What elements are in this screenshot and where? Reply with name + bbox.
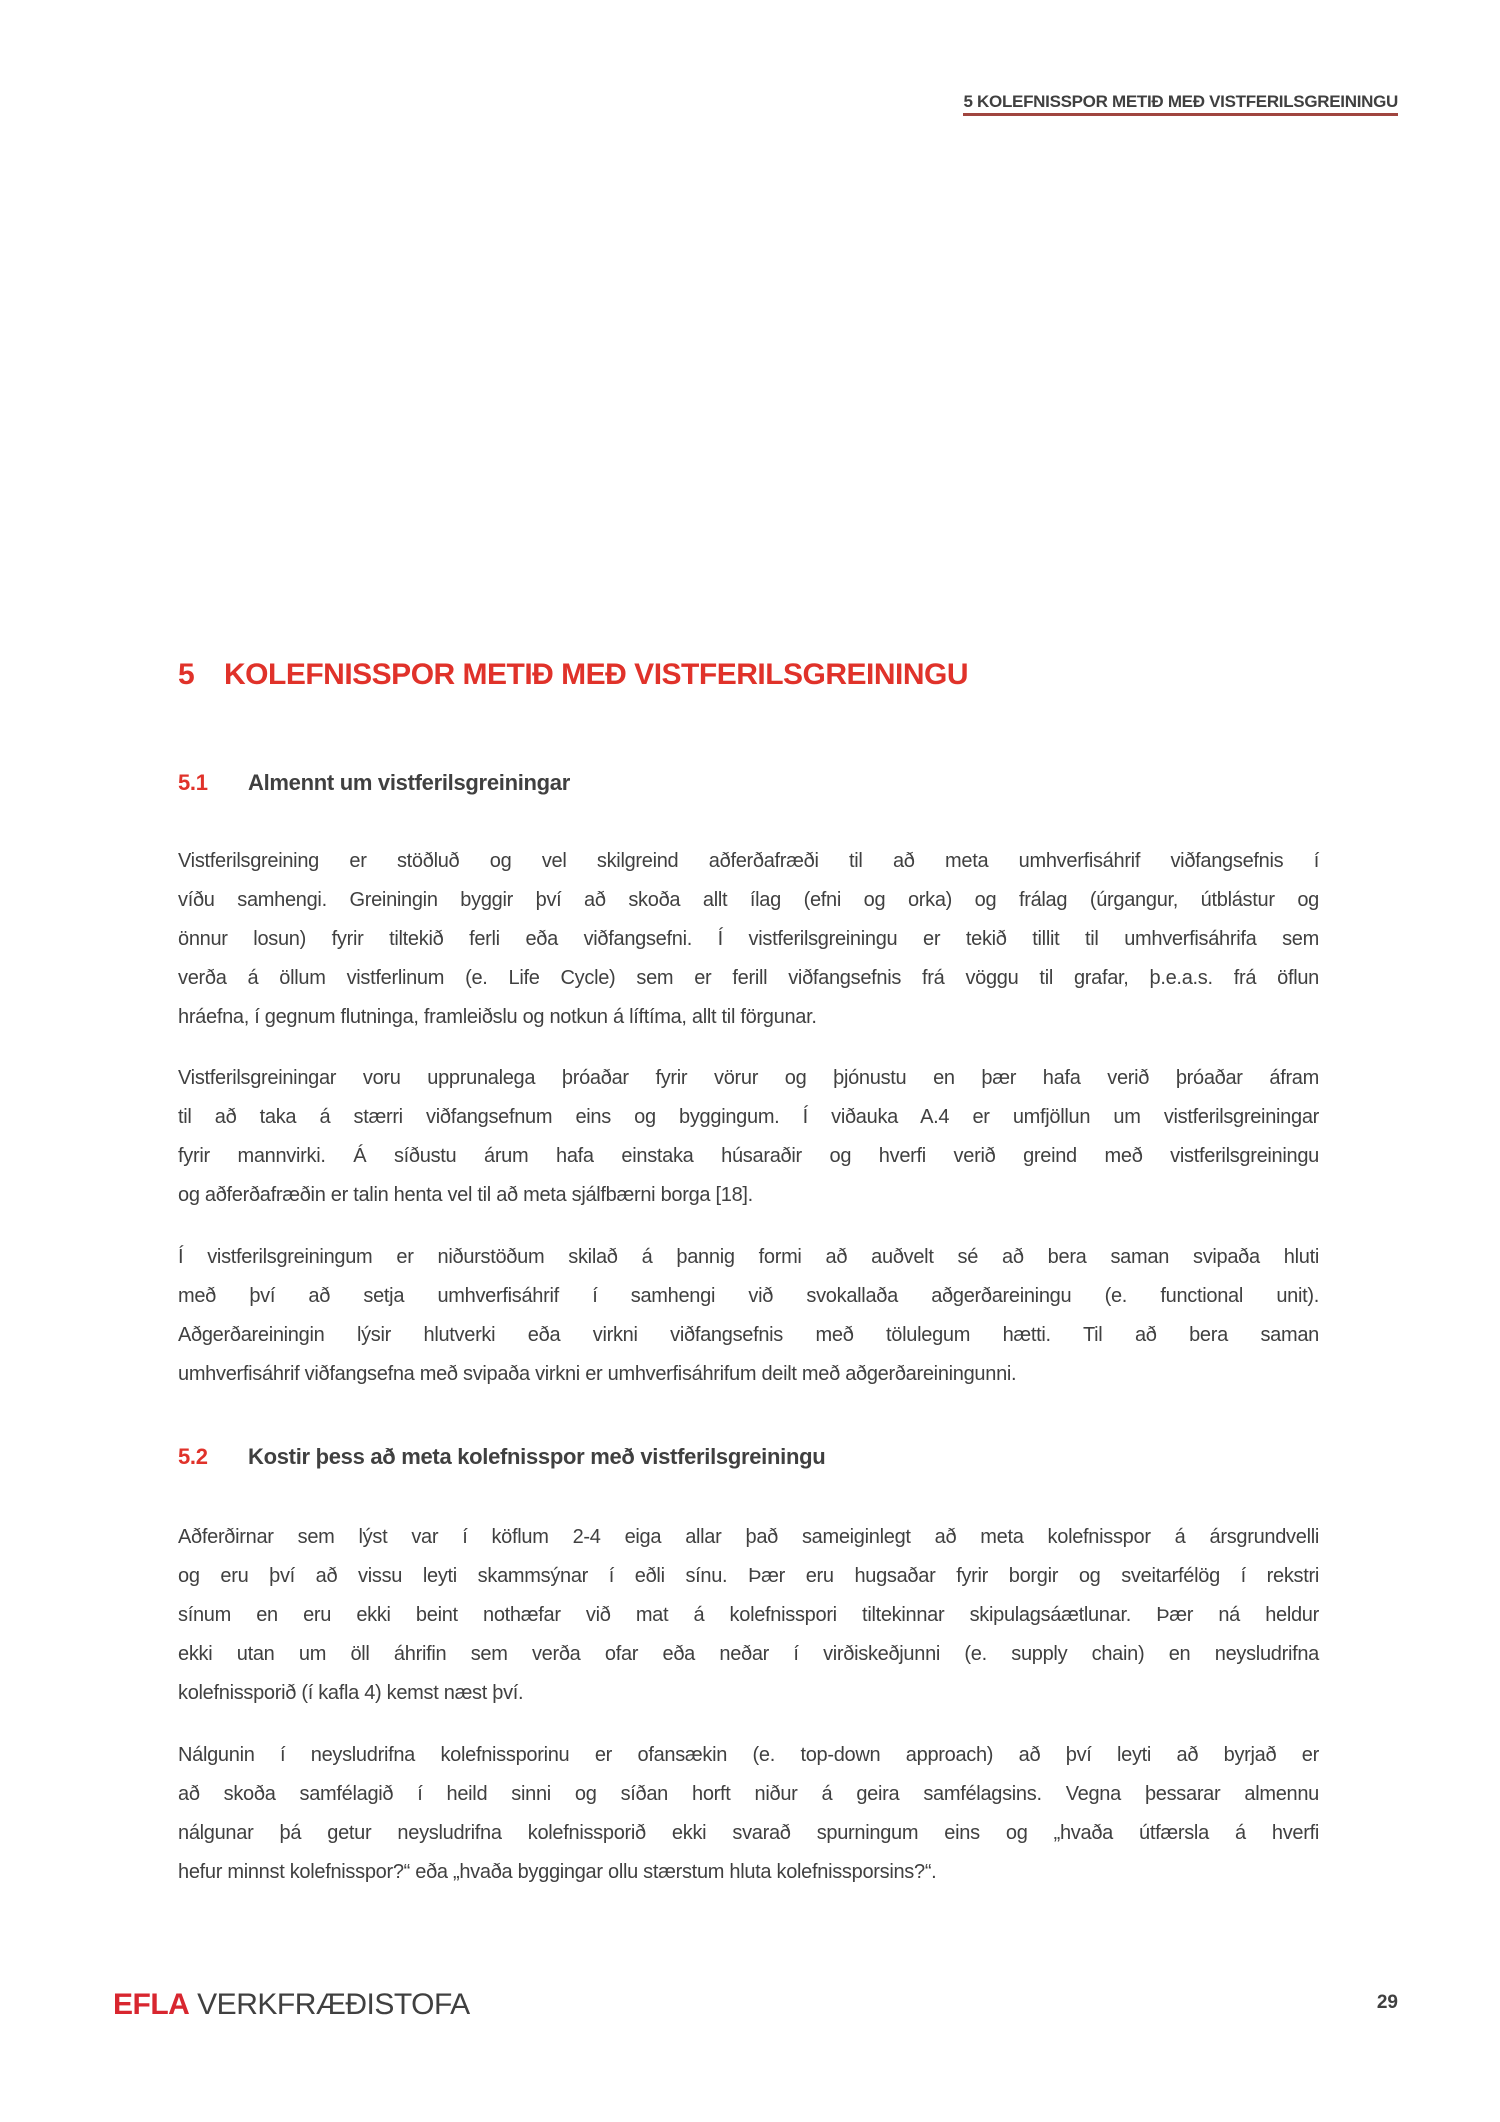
paragraph-line: sínum en eru ekki beint nothæfar við mat á kolefnisspori tiltekinnar skipulagsáætlunar. Þær ná heldur — [178, 1604, 1319, 1626]
paragraph — [178, 1059, 1319, 1215]
paragraph-line: og eru því að vissu leyti skammsýnar í eðli sínu. Þær eru hugsaðar fyrir borgir og sveitarfélög í rekstri — [178, 1565, 1319, 1587]
paragraph-line: að skoða samfélagið í heild sinni og síðan horft niður á geira samfélagsins. Vegna þessarar almennu — [178, 1783, 1319, 1805]
paragraph-line: fyrir mannvirki. Á síðustu árum hafa einstaka húsaraðir og hverfi verið greind með vistferilsgreiningu — [178, 1145, 1319, 1167]
paragraph-line: Aðgerðareiningin lýsir hlutverki eða virkni viðfangsefnis með tölulegum hætti. Til að bera saman — [178, 1324, 1319, 1346]
paragraph-line: önnur losun) fyrir tiltekið ferli eða viðfangsefni. Í vistferilsgreiningu er tekið tillit til umhverfisáhrifa sem — [178, 928, 1319, 950]
chapter-heading — [178, 658, 968, 692]
section-number: 5.1 — [178, 770, 208, 795]
paragraph-line: Aðferðirnar sem lýst var í köflum 2-4 eiga allar það sameiginlegt að meta kolefnisspor á ársgrundvelli — [178, 1526, 1319, 1548]
paragraph-line: Nálgunin í neysludrifna kolefnissporinu er ofansækin (e. top-down approach) að því leyti að byrjað er — [178, 1744, 1319, 1766]
paragraph-line: umhverfisáhrif viðfangsefna með svipaða virkni er umhverfisáhrifum deilt með aðgerðareiningunni. — [178, 1363, 1017, 1385]
section-heading-5-1 — [178, 770, 570, 796]
logo-brand: EFLA — [113, 1988, 190, 2021]
paragraph-line: verða á öllum vistferlinum (e. Life Cycle) sem er ferill viðfangsefnis frá vöggu til grafar, þ.e.a.s. frá öflun — [178, 967, 1319, 989]
chapter-number: 5 — [178, 658, 195, 691]
chapter-title: KOLEFNISSPOR METIÐ MEÐ VISTFERILSGREININGU — [224, 658, 969, 691]
paragraph-line: hefur minnst kolefnisspor?“ eða „hvaða byggingar ollu stærstum hluta kolefnissporsins?“. — [178, 1861, 937, 1883]
paragraph-line: með því að setja umhverfisáhrif í samhengi við svokallaða aðgerðareiningu (e. functional unit). — [178, 1285, 1319, 1307]
paragraph-line: til að taka á stærri viðfangsefnum eins og byggingum. Í viðauka A.4 er umfjöllun um vistferilsgreiningar — [178, 1106, 1319, 1128]
paragraph-line: og aðferðafræðin er talin henta vel til að meta sjálfbærni borga [18]. — [178, 1184, 753, 1206]
logo-subtitle: VERKFRÆÐISTOFA — [197, 1988, 470, 2021]
paragraph — [178, 1238, 1319, 1394]
paragraph — [178, 1518, 1319, 1713]
efla-logo — [113, 1988, 470, 2022]
page-number: 29 — [1376, 1992, 1398, 2013]
paragraph — [178, 1736, 1319, 1892]
paragraph-line: ekki utan um öll áhrifin sem verða ofar eða neðar í virðiskeðjunni (e. supply chain) en neysludrifna — [178, 1643, 1319, 1665]
paragraph-line: hráefna, í gegnum flutninga, framleiðslu og notkun á líftíma, allt til förgunar. — [178, 1006, 817, 1028]
section-title: Kostir þess að meta kolefnisspor með vistferilsgreiningu — [248, 1444, 826, 1469]
paragraph-line: Vistferilsgreiningar voru upprunalega þróaðar fyrir vörur og þjónustu en þær hafa verið þróaðar áfram — [178, 1067, 1319, 1089]
section-number: 5.2 — [178, 1444, 208, 1469]
section-title: Almennt um vistferilsgreiningar — [248, 770, 570, 795]
paragraph-line: kolefnissporið (í kafla 4) kemst næst því. — [178, 1682, 524, 1704]
section-heading-5-2 — [178, 1444, 825, 1470]
paragraph-line: nálgunar þá getur neysludrifna kolefnissporið ekki svarað spurningum eins og „hvaða útfærsla á hverfi — [178, 1822, 1319, 1844]
paragraph-line: Í vistferilsgreiningum er niðurstöðum skilað á þannig formi að auðvelt sé að bera saman svipaða hluti — [178, 1246, 1319, 1268]
running-header: 5 KOLEFNISSPOR METIÐ MEÐ VISTFERILSGREININGU — [963, 92, 1398, 116]
paragraph-line: Vistferilsgreining er stöðluð og vel skilgreind aðferðafræði til að meta umhverfisáhrif viðfangsefnis í — [178, 850, 1319, 872]
paragraph-line: víðu samhengi. Greiningin byggir því að skoða allt ílag (efni og orka) og frálag (úrgangur, útblástur og — [178, 889, 1319, 911]
paragraph — [178, 842, 1319, 1037]
